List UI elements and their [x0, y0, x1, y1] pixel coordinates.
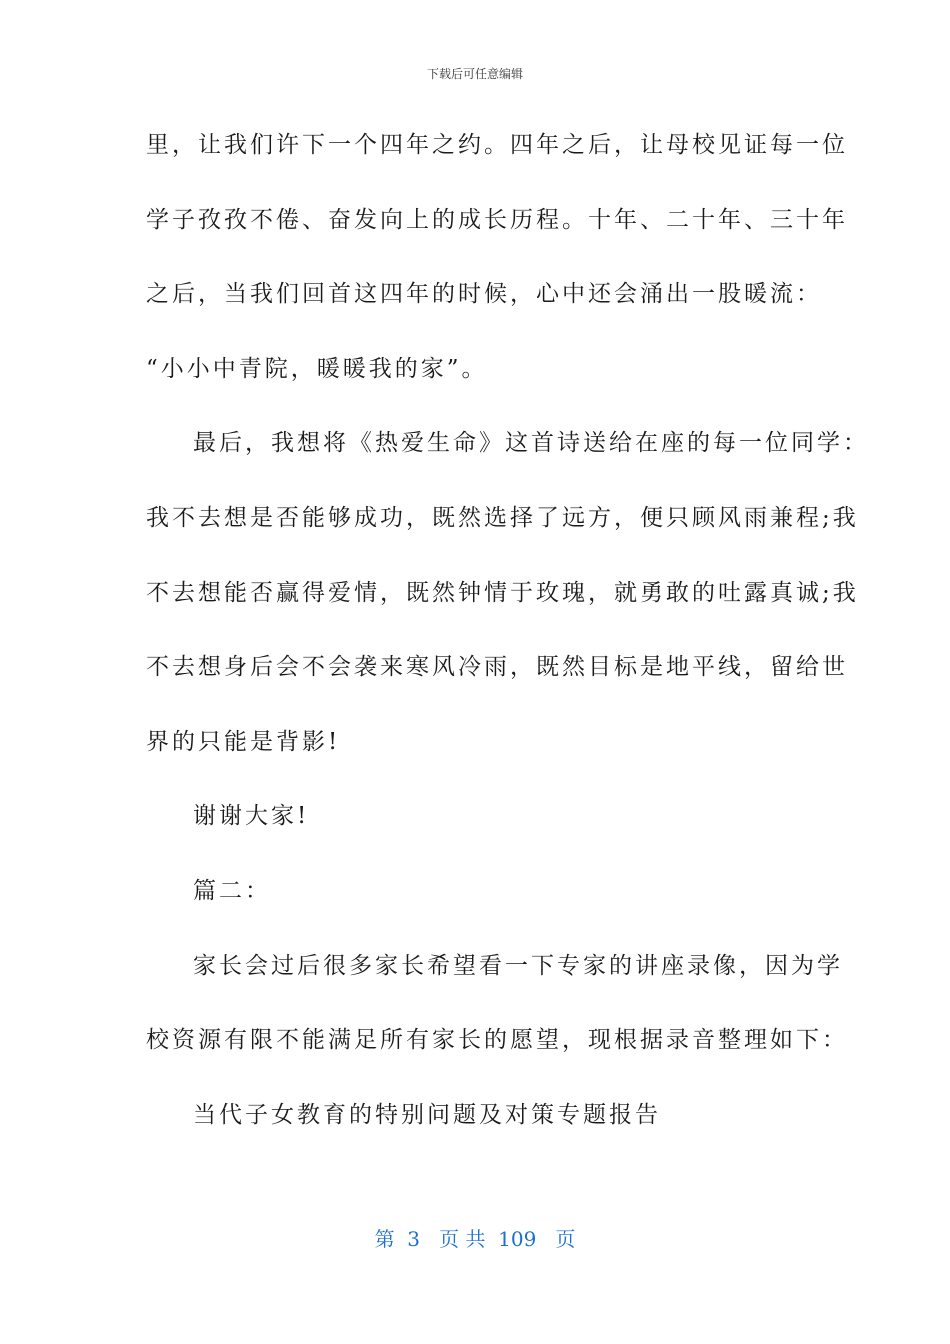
text-line: 界的只能是背影! [146, 728, 341, 755]
text-line: 不去想身后会不会袭来寒风冷雨，既然目标是地平线，留给世 [146, 654, 848, 681]
page-header: 下载后可任意编辑 [426, 67, 523, 81]
report-title: 当代子女教育的特别问题及对策专题报告 [193, 1101, 661, 1128]
text-line: 学子孜孜不倦、奋发向上的成长历程。十年、二十年、三十年 [146, 206, 848, 233]
text-line: 我不去想是否能够成功，既然选择了远方，便只顾风雨兼程;我 [146, 504, 859, 531]
text-line: “小小中青院，暖暖我的家”。 [146, 355, 488, 382]
page-number-footer: 第 3 页 共 109 页 [374, 1227, 576, 1251]
document-body [146, 108, 869, 1152]
paragraph-start: 谢谢大家! [193, 803, 310, 830]
text-line: 不去想能否赢得爱情，既然钟情于玫瑰，就勇敢的吐露真诚;我 [146, 579, 859, 606]
paragraph-start: 最后，我想将《热爱生命》这首诗送给在座的每一位同学： [193, 430, 869, 457]
text-line: 里，让我们许下一个四年之约。四年之后，让母校见证每一位 [146, 132, 848, 158]
text-line: 之后，当我们回首这四年的时候，心中还会涌出一股暖流： [146, 281, 822, 308]
text-line: 校资源有限不能满足所有家长的愿望，现根据录音整理如下： [146, 1027, 848, 1054]
paragraph-start: 家长会过后很多家长希望看一下专家的讲座录像，因为学 [193, 952, 843, 979]
section-heading: 篇二： [193, 877, 271, 904]
